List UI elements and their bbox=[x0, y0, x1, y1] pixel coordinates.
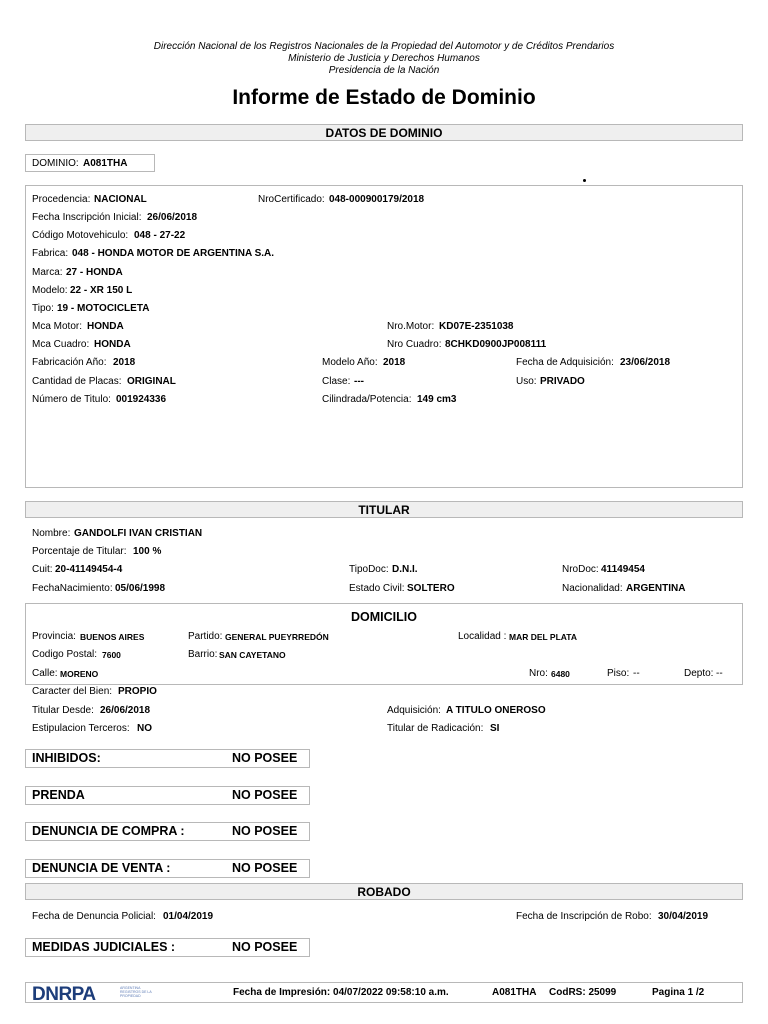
denuncia-compra-label: DENUNCIA DE COMPRA : bbox=[32, 824, 185, 838]
nrocertificado-value: 048-000900179/2018 bbox=[329, 194, 425, 205]
inhibidos-box bbox=[25, 749, 310, 768]
dnrpa-logo: DNRPA bbox=[32, 984, 96, 1005]
mca-cuadro-value: HONDA bbox=[94, 339, 131, 350]
fabrica-value: 048 - HONDA MOTOR DE ARGENTINA S.A. bbox=[72, 248, 275, 259]
denuncia-venta-value: NO POSEE bbox=[232, 861, 298, 875]
modelo-anio-value: 2018 bbox=[383, 357, 406, 368]
fecha-nacimiento-label: FechaNacimiento: bbox=[32, 583, 113, 594]
modelo-value: 22 - XR 150 L bbox=[70, 285, 133, 296]
fecha-adquisicion-label: Fecha de Adquisición: bbox=[516, 357, 614, 368]
nro-motor-label: Nro.Motor: bbox=[387, 321, 435, 332]
cantidad-placas-label: Cantidad de Placas: bbox=[32, 376, 122, 387]
codigo-moto-label: Código Motovehiculo: bbox=[32, 230, 129, 241]
adquisicion-value: A TITULO ONEROSO bbox=[446, 705, 546, 716]
section-datos-dominio: DATOS DE DOMINIO bbox=[25, 124, 743, 141]
barrio-label: Barrio: bbox=[188, 649, 218, 660]
fecha-inscripcion-value: 26/06/2018 bbox=[147, 212, 198, 223]
numero-titulo-label: Número de Titulo: bbox=[32, 394, 111, 405]
estipulacion-value: NO bbox=[137, 723, 152, 734]
codigo-postal-value: 7600 bbox=[102, 650, 121, 660]
titular-desde-label: Titular Desde: bbox=[32, 705, 94, 716]
cantidad-placas-value: ORIGINAL bbox=[127, 376, 176, 387]
footer-bar bbox=[25, 982, 743, 1003]
calle-label: Calle: bbox=[32, 668, 58, 679]
nrodoc-label: NroDoc: bbox=[562, 564, 599, 575]
fecha-inscripcion-label: Fecha Inscripción Inicial: bbox=[32, 212, 142, 223]
section-titular: TITULAR bbox=[25, 501, 743, 518]
uso-label: Uso: bbox=[516, 376, 537, 387]
inhibidos-value: NO POSEE bbox=[232, 751, 298, 765]
medidas-judiciales-box bbox=[25, 938, 310, 957]
uso-value: PRIVADO bbox=[540, 376, 585, 387]
depto-label: Depto: bbox=[684, 668, 714, 679]
procedencia-value: NACIONAL bbox=[94, 194, 147, 205]
header-ministry: Ministerio de Justicia y Derechos Humanos bbox=[288, 53, 480, 64]
partido-value: GENERAL PUEYRREDÓN bbox=[225, 632, 329, 642]
medidas-judiciales-value: NO POSEE bbox=[232, 940, 298, 954]
dominio-value: A081THA bbox=[83, 158, 128, 169]
section-domicilio: DOMICILIO bbox=[351, 610, 417, 624]
titular-radicacion-label: Titular de Radicación: bbox=[387, 723, 484, 734]
dnrpa-logo-subtitle: ARGENTINA REGISTROS DE LA PROPIEDAD bbox=[120, 986, 152, 998]
piso-value: -- bbox=[633, 668, 640, 679]
porcentaje-value: 100 % bbox=[133, 546, 162, 557]
nro-value: 6480 bbox=[551, 669, 570, 679]
footer-dominio: A081THA bbox=[492, 987, 537, 998]
calle-value: MORENO bbox=[60, 669, 99, 679]
codigo-moto-value: 048 - 27-22 bbox=[134, 230, 186, 241]
page-title: Informe de Estado de Dominio bbox=[232, 86, 536, 109]
porcentaje-label: Porcentaje de Titular: bbox=[32, 546, 127, 557]
fecha-adquisicion-value: 23/06/2018 bbox=[620, 357, 671, 368]
codigo-postal-label: Codigo Postal: bbox=[32, 649, 98, 660]
barrio-value: SAN CAYETANO bbox=[219, 650, 286, 660]
estado-civil-value: SOLTERO bbox=[407, 583, 455, 594]
titular-desde-value: 26/06/2018 bbox=[100, 705, 151, 716]
denuncia-venta-label: DENUNCIA DE VENTA : bbox=[32, 861, 171, 875]
fecha-denuncia-value: 01/04/2019 bbox=[163, 911, 214, 922]
nombre-label: Nombre: bbox=[32, 528, 71, 539]
piso-label: Piso: bbox=[607, 668, 630, 679]
inhibidos-label: INHIBIDOS: bbox=[32, 751, 101, 765]
nro-motor-value: KD07E-2351038 bbox=[439, 321, 514, 332]
dominio-label: DOMINIO: bbox=[32, 158, 79, 169]
fecha-denuncia-label: Fecha de Denuncia Policial: bbox=[32, 911, 156, 922]
datos-dominio-box bbox=[25, 185, 743, 488]
nacionalidad-value: ARGENTINA bbox=[626, 583, 686, 594]
modelo-anio-label: Modelo Año: bbox=[322, 357, 378, 368]
numero-titulo-value: 001924336 bbox=[116, 394, 167, 405]
fabrica-label: Fabrica: bbox=[32, 248, 69, 259]
cilindrada-label: Cilindrada/Potencia: bbox=[322, 394, 412, 405]
mca-motor-value: HONDA bbox=[87, 321, 124, 332]
marca-value: 27 - HONDA bbox=[66, 267, 123, 278]
fabricacion-anio-label: Fabricación Año: bbox=[32, 357, 107, 368]
prenda-box bbox=[25, 786, 310, 805]
marca-label: Marca: bbox=[32, 267, 63, 278]
caracter-bien-value: PROPIO bbox=[118, 686, 157, 697]
titular-radicacion-value: SI bbox=[490, 723, 500, 734]
nro-cuadro-value: 8CHKD0900JP008111 bbox=[445, 339, 547, 350]
estado-civil-label: Estado Civil: bbox=[349, 583, 405, 594]
cilindrada-value: 149 cm3 bbox=[417, 394, 457, 405]
fabricacion-anio-value: 2018 bbox=[113, 357, 136, 368]
header-agency: Dirección Nacional de los Registros Nacionales de la Propiedad del Automotor y de Créditos Prendarios bbox=[153, 41, 615, 52]
header-presidency: Presidencia de la Nación bbox=[328, 65, 440, 76]
nro-cuadro-label: Nro Cuadro: bbox=[387, 339, 442, 350]
nrodoc-value: 41149454 bbox=[601, 564, 645, 575]
medidas-judiciales-label: MEDIDAS JUDICIALES : bbox=[32, 940, 176, 954]
prenda-label: PRENDA bbox=[32, 788, 85, 802]
fecha-impresion: Fecha de Impresión: 04/07/2022 09:58:10 a.m. bbox=[233, 987, 449, 998]
denuncia-venta-box bbox=[25, 859, 310, 878]
nombre-value: GANDOLFI IVAN CRISTIAN bbox=[74, 528, 203, 539]
provincia-value: BUENOS AIRES bbox=[80, 632, 145, 642]
denuncia-compra-value: NO POSEE bbox=[232, 824, 298, 838]
procedencia-label: Procedencia: bbox=[32, 194, 91, 205]
adquisicion-label: Adquisición: bbox=[387, 705, 441, 716]
tipo-value: 19 - MOTOCICLETA bbox=[57, 303, 150, 314]
mca-cuadro-label: Mca Cuadro: bbox=[32, 339, 90, 350]
tipodoc-value: D.N.I. bbox=[392, 564, 418, 575]
cuit-value: 20-41149454-4 bbox=[55, 564, 123, 575]
footer-codrs: CodRS: 25099 bbox=[549, 987, 617, 998]
fecha-inscripcion-robo-value: 30/04/2019 bbox=[658, 911, 709, 922]
clase-label: Clase: bbox=[322, 376, 351, 387]
nro-label: Nro: bbox=[529, 668, 548, 679]
stray-dot bbox=[583, 179, 586, 182]
provincia-label: Provincia: bbox=[32, 631, 76, 642]
clase-value: --- bbox=[354, 376, 364, 387]
caracter-bien-label: Caracter del Bien: bbox=[32, 686, 113, 697]
tipodoc-label: TipoDoc: bbox=[349, 564, 389, 575]
nacionalidad-label: Nacionalidad: bbox=[562, 583, 623, 594]
estipulacion-label: Estipulacion Terceros: bbox=[32, 723, 130, 734]
partido-label: Partido: bbox=[188, 631, 223, 642]
cuit-label: Cuit: bbox=[32, 564, 53, 575]
tipo-label: Tipo: bbox=[32, 303, 54, 314]
fecha-nacimiento-value: 05/06/1998 bbox=[115, 583, 166, 594]
page-number: Pagina 1 /2 bbox=[652, 987, 705, 998]
depto-value: -- bbox=[716, 668, 723, 679]
dominio-box bbox=[25, 154, 155, 172]
fecha-inscripcion-robo-label: Fecha de Inscripción de Robo: bbox=[516, 911, 652, 922]
section-robado: ROBADO bbox=[25, 883, 743, 900]
denuncia-compra-box bbox=[25, 822, 310, 841]
localidad-value: MAR DEL PLATA bbox=[509, 632, 577, 642]
mca-motor-label: Mca Motor: bbox=[32, 321, 83, 332]
prenda-value: NO POSEE bbox=[232, 788, 298, 802]
modelo-label: Modelo: bbox=[32, 285, 68, 296]
nrocertificado-label: NroCertificado: bbox=[258, 194, 325, 205]
localidad-label: Localidad : bbox=[458, 631, 507, 642]
